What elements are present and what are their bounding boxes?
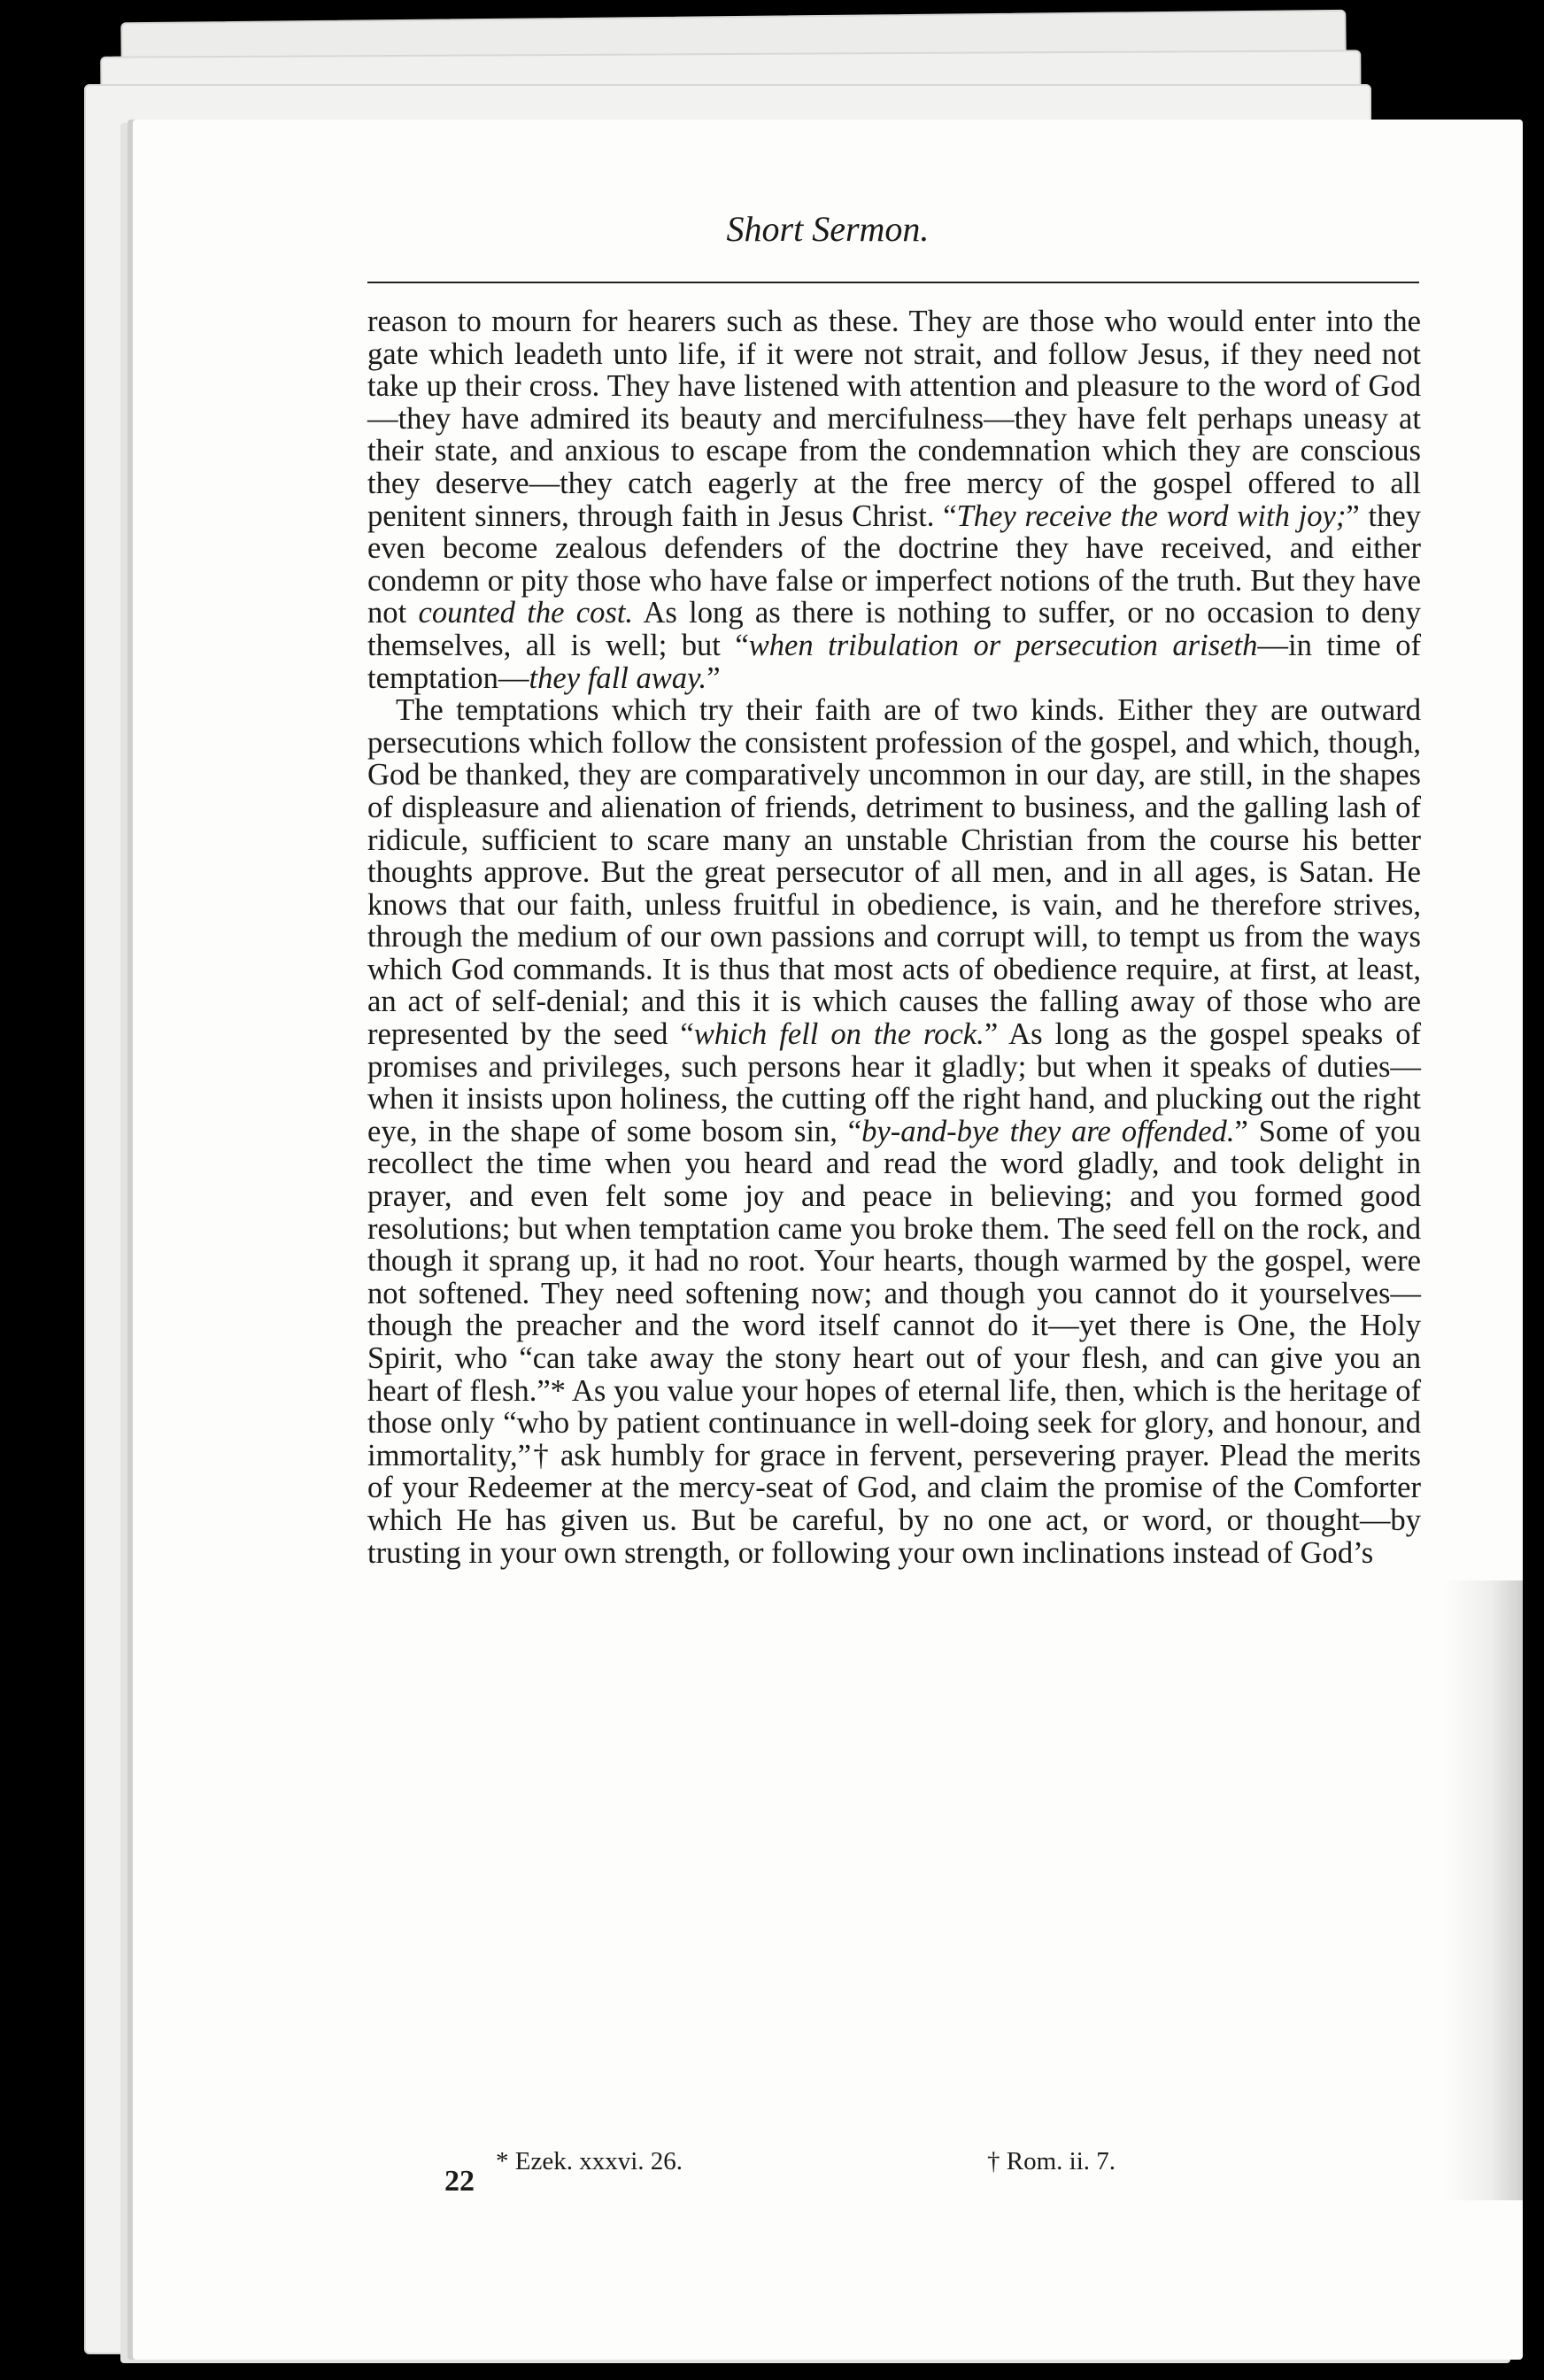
text-run: The temptations which try their faith are of two kinds. Either they are outward persecutions which follow the consistent profession of the gospel, and which, though, God be thanked, they are comparatively uncommon in our day, are still, in the shapes of displeasure and alienation of friends, detriment to business, and the galling lash of ridicule, sufficient to scare many an unstable Christian from the course his better thoughts approve. But the great persecutor of all men, and in all ages, is Satan. He knows that our faith, unless fruitful in obedience, is vain, and he therefore strives, through the medium of our own passions and corrupt will, to tempt us from the ways which God commands. It is thus that most acts of obedience require, at first, at least, an act of self-denial; and this it is which causes the falling away of those who are represented by the seed “ [367, 693, 1421, 1052]
paragraph [367, 305, 1421, 694]
book-page [133, 120, 1523, 2360]
italic-quote: they fall away. [529, 661, 707, 695]
italic-quote: when tribulation or persecution ariseth [748, 628, 1258, 662]
footnote-ezekiel: * Ezek. xxxvi. 26. [496, 2147, 683, 2175]
text-run: ” As long as the gospel speaks of promises and privileges, such persons hear it gladly; but when it speaks of duties—when it insists upon holiness, the cutting off the right hand, and plucking out the right eye, in the shape of some bosom sin, “ [367, 1017, 1421, 1148]
sermon-body-text [367, 305, 1421, 1569]
footnote-romans: † Rom. ii. 7. [987, 2147, 1116, 2175]
italic-quote: They receive the word with joy; [956, 498, 1347, 533]
torn-page-edge [1443, 1580, 1523, 2200]
header-rule [367, 282, 1419, 283]
text-run: —in time of temptation— [367, 628, 1421, 695]
italic-quote: by-and-bye they are offended. [861, 1114, 1235, 1148]
italic-quote: which fell on the rock. [693, 1017, 984, 1052]
italic-quote: counted the cost. [418, 596, 634, 630]
text-run: As long as there is nothing to suffer, or no occasion to deny themselves, all is well; but “ [367, 596, 1421, 662]
text-run: reason to mourn for hearers such as these. They are those who would enter into the gate which leadeth unto life, if it were not strait, and follow Jesus, if they need not take up their cross. They have listened with attention and pleasure to the word of God —they have admired its beauty and mercifulness—they have felt perhaps uneasy at their state, and anxious to escape from the condemnation which they are conscious they deserve—they catch eagerly at the free mercy of the gospel offered to all penitent sinners, through faith in Jesus Christ. “ [367, 305, 1421, 533]
text-run: ” Some of you recollect the time when you heard and read the word gladly, and took delight in prayer, and even felt some joy and peace in believing; and you formed good resolutions; but when temptation came you broke them. The seed fell on the rock, and though it sprang up, it had no root. Your hearts, though warmed by the gospel, were not softened. They need softening now; and though you cannot do it yourselves—though the preacher and the word itself cannot do it—yet there is One, the Holy Spirit, who “can take away the stony heart out of your flesh, and can give you an heart of flesh.”* As you value your hopes of eternal life, then, which is the heritage of those only “who by patient continuance in well-doing seek for glory, and honour, and immortality,”† ask humbly for grace in fervent, persevering prayer. Plead the merits of your Redeemer at the mercy-seat of God, and claim the promise of the Comforter which He has given us. But be careful, by no one act, or word, or thought—by trusting in your own strength, or following your own inclinations instead of God’s [367, 1114, 1422, 1570]
running-header-title: Short Sermon. [726, 209, 930, 249]
page-number: 22 [444, 2165, 475, 2198]
paragraph [367, 694, 1421, 1569]
text-run: ” they even become zealous defenders of the doctrine they have received, and either condemn or pity those who have false or imperfect notions of the truth. But they have not [367, 498, 1421, 630]
text-run: ” [706, 661, 721, 695]
